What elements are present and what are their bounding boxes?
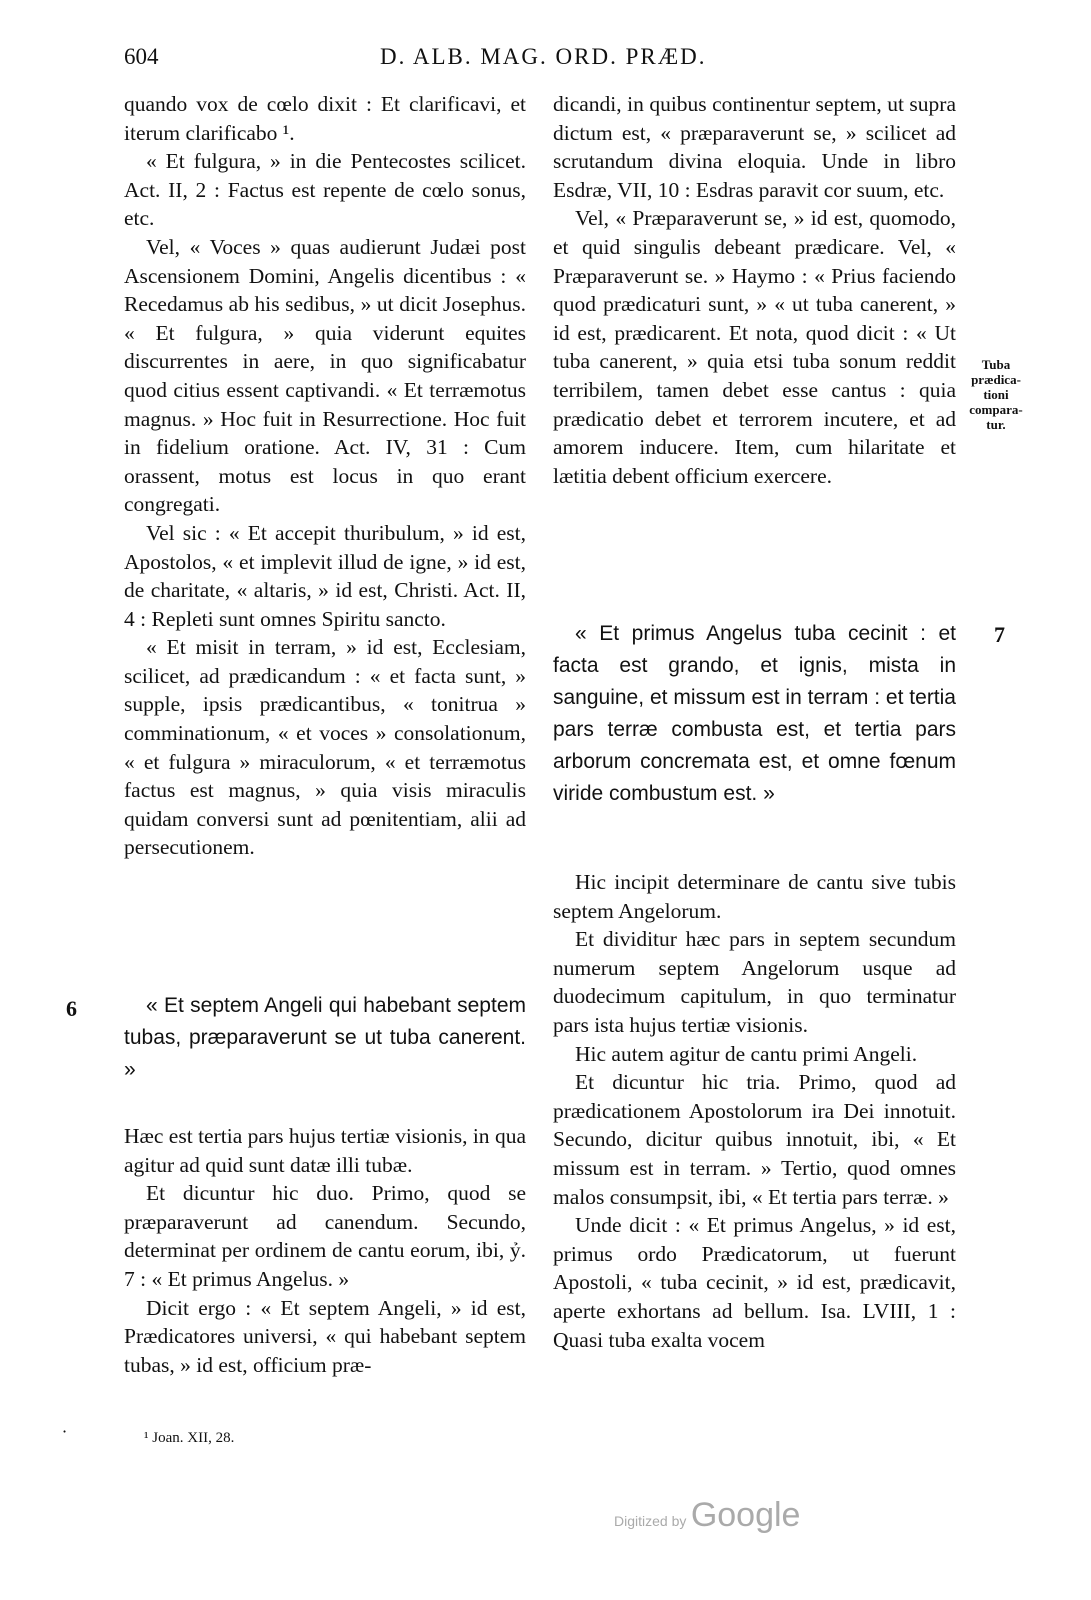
paragraph: dicandi, in quibus continentur septem, ut supra dictum est, « præparaverunt se, » scilicet ad scrutandum divina eloquia. Unde in libro Esdræ, VII, 10 : Esdras paravit cor suum, etc. [553, 92, 956, 202]
running-title: D. ALB. MAG. ORD. PRÆD. [380, 44, 707, 69]
paragraph: Dicit ergo : « Et septem Angeli, » id est, Prædicatores universi, « qui habebant septem tubas, » id est, officium præ- [124, 1295, 526, 1377]
page-header [0, 44, 1091, 84]
margin-note-line: tur. [986, 417, 1006, 432]
right-column-top [553, 90, 956, 490]
lemma-text: « Et primus Angelus tuba cecinit : et facta est grando, et ignis, mista in sanguine, et missum est in terram : et tertia pars terræ combusta est, et tertia pars arborum concremata est, et omne fœnum viride combustum est. » [553, 622, 956, 805]
right-column-bottom [553, 868, 956, 1354]
paragraph: Et dicuntur hic duo. Primo, quod se præparaverunt ad canendum. Secundo, determinat per ordinem de cantu eorum, ibi, ỷ. 7 : « Et primus Angelus. » [124, 1181, 526, 1291]
paragraph: Et dividitur hæc pars in septem secundum numerum septem Angelorum usque ad duodecimum capitulum, in quo terminatur pars ista hujus tertiæ visionis. [553, 927, 956, 1037]
page-number: 604 [124, 44, 159, 69]
paragraph: quando vox de cœlo dixit : Et clarificavi, et iterum clarificabo ¹. [124, 92, 526, 145]
footnote: ¹ Joan. XII, 28. [144, 1430, 235, 1446]
margin-note-line: prædica- [971, 372, 1021, 387]
left-column-top [124, 90, 526, 862]
verse-number-6: 6 [66, 996, 77, 1021]
paragraph: « Et fulgura, » in die Pentecostes scilicet. Act. II, 2 : Factus est repente de cœlo sonus, etc. [124, 149, 526, 231]
paragraph: Vel sic : « Et accepit thuribulum, » id est, Apostolos, « et implevit illud de igne, » id est, de charitate, « altaris, » id est, Christi. Act. II, 4 : Repleti sunt omnes Spiritu sancto. [124, 520, 526, 631]
paragraph: Et dicuntur hic tria. Primo, quod ad prædicationem Apostolorum ira Dei innotuit. Secundo, dicitur quibus innotuit, ibi, « Et missum est in terram. » Tertio, quod omnes malos consumpsit, ibi, « Et tertia pars terræ. » [553, 1070, 956, 1209]
paragraph: Hic autem agitur de cantu primi Angeli. [575, 1041, 918, 1066]
verse-number-7: 7 [994, 622, 1005, 647]
watermark-brand: Google [690, 1496, 801, 1534]
paragraph: Hic incipit determinare de cantu sive tubis septem Angelorum. [553, 870, 956, 923]
paragraph: « Et misit in terram, » id est, Ecclesiam, scilicet, ad prædicandum : « et facta sunt, » supple, ipsis prædicantibus, « tonitrua » comminationum, « et voces » consolationum, « et fulgura » miraculorum, « et terræmotus factus est magnus, » quia visis miraculis quidam conversi sunt ad pœnitentiam, alii ad persecutionem. [124, 635, 526, 860]
digitization-watermark [614, 1496, 800, 1535]
margin-note [966, 357, 1026, 432]
right-lemma [553, 618, 956, 810]
margin-note-line: Tuba [981, 357, 1011, 372]
margin-note-line: tioni [983, 387, 1009, 402]
paragraph: Vel, « Præparaverunt se, » id est, quomodo, et quid singulis debeant prædicare. Vel, « Præparaverunt se. » Haymo : « Prius faciendo quod prædicaturi sunt, » « ut tuba canerent, » id est, prædicarent. Et nota, quod dicit : « Ut tuba canerent, » quia etsi tuba sonum reddit terribilem, tamen debet esse cantus : quia prædicatio debet et terrorem incutere, et ad amorem inducere. Item, cum hilaritate et lætitia debent officium exercere. [553, 206, 956, 488]
ink-speck: · [62, 1422, 68, 1441]
left-lemma [124, 990, 526, 1086]
left-column-bottom [124, 1122, 526, 1379]
paragraph: Hæc est tertia pars hujus tertiæ visionis, in qua agitur ad quid sunt datæ illi tubæ. [124, 1124, 526, 1177]
paragraph: Unde dicit : « Et primus Angelus, » id est, primus ordo Prædicatorum, ut fuerunt Apostoli, « tuba cecinit, » id est, prædicavit, aperte exhortans ad bellum. Isa. LVIII, 1 : Quasi tuba exalta vocem [553, 1213, 956, 1352]
lemma-text: « Et septem Angeli qui habebant septem tubas, præparaverunt se ut tuba canerent. » [124, 994, 526, 1081]
margin-note-line: compara- [969, 402, 1023, 417]
watermark-prefix: Digitized by [614, 1513, 687, 1529]
paragraph: Vel, « Voces » quas audierunt Judæi post Ascensionem Domini, Angelis dicentibus : « Recedamus ab his sedibus, » ut dicit Josephus. « Et fulgura, » quia viderunt equites discurrentes in aere, in quo significabatur quod citius essent captivandi. « Et terræmotus magnus. » Hoc fuit in Resurrectione. Hoc fuit in fidelium oratione. Act. IV, 31 : Cum orassent, motus est locus in quo erant congregati. [124, 234, 526, 517]
